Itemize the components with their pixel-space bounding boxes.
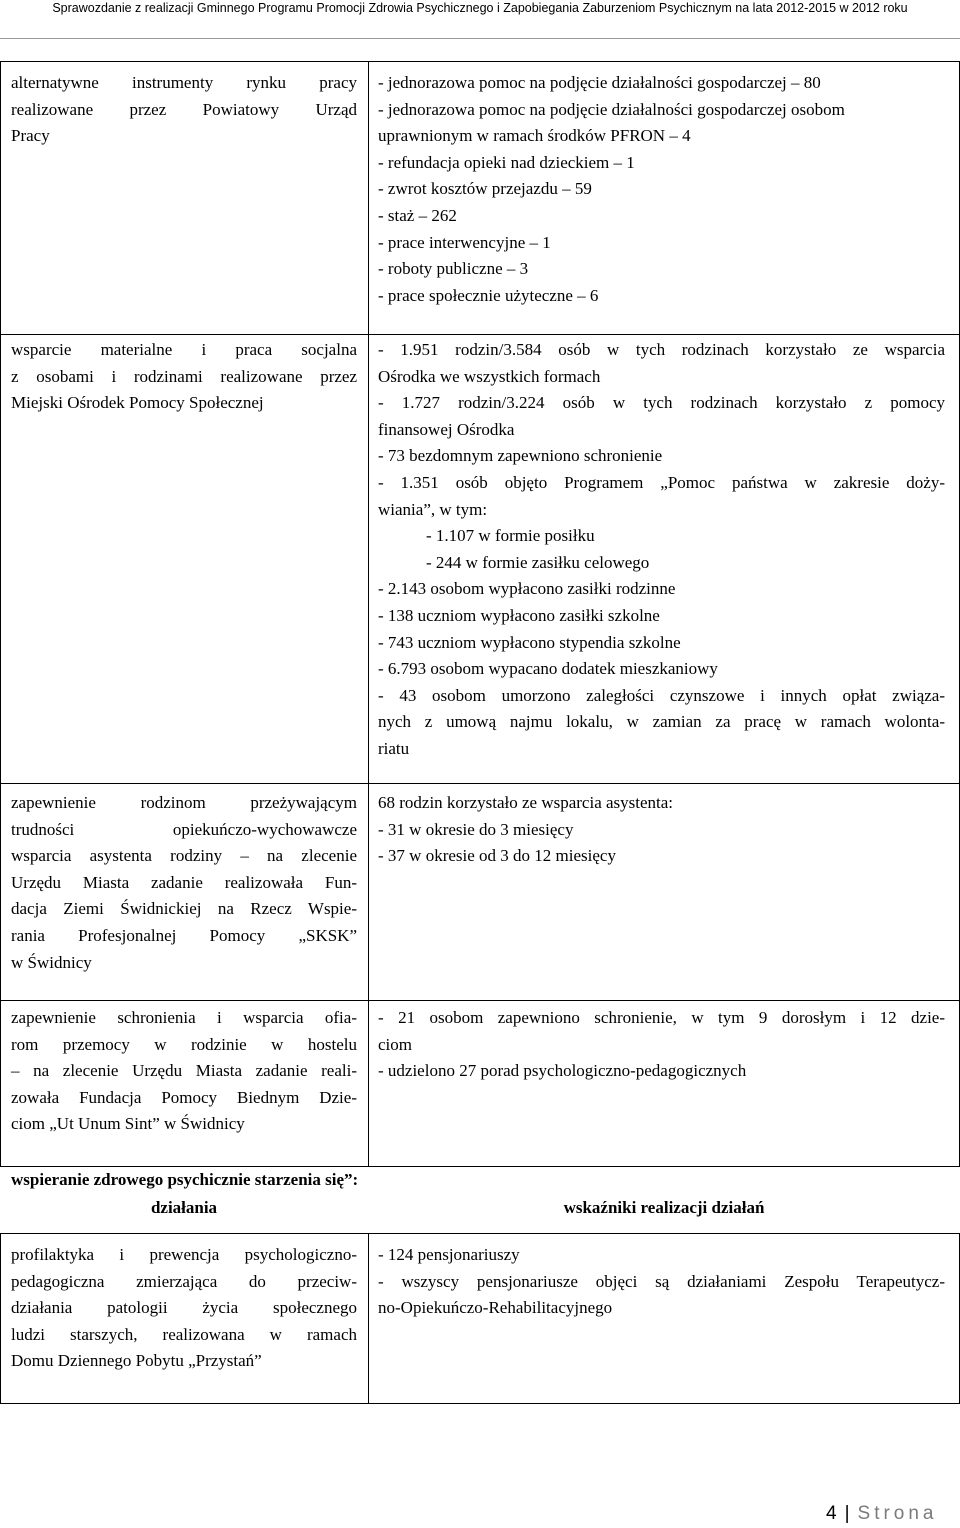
indicator-text: - 21 osobom zapewniono schronienie, w tym 9 dorosłym i 12 dzie- (378, 1008, 945, 1027)
action-text: dacja Ziemi Świdnickiej na Rzecz Wspie- (11, 899, 357, 919)
indicator-text: riatu (378, 738, 410, 758)
indicator-text: - jednorazowa pomoc na podjęcie działalności gospodarczej – 80 (378, 73, 821, 92)
indicator-text: - prace społecznie użyteczne – 6 (378, 285, 599, 305)
indicator-text: - 138 uczniom wypłacono zasiłki szkolne (378, 605, 660, 625)
footer-page-word: Strona (857, 1503, 938, 1524)
action-text: alternatywne instrumenty rynku pracy (11, 73, 357, 92)
action-text: rania Profesjonalnej Pomocy „SKSK” (11, 925, 357, 945)
action-text: trudności opiekuńczo-wychowawcze (11, 819, 357, 839)
indicator-text: - udzielono 27 porad psychologiczno-pedagogicznych (378, 1061, 747, 1081)
indicator-text: - 2.143 osobom wypłacono zasiłki rodzinne (378, 579, 676, 599)
action-text: rom przemocy w rodzinie w hostelu (11, 1034, 357, 1054)
indicator-cell (378, 1005, 945, 1085)
table-2-column-divider (368, 1233, 369, 1404)
action-text: ludzi starszych, realizowana w ramach (11, 1324, 357, 1344)
table-row (11, 337, 357, 417)
indicator-text: - 1.351 osób objęto Programem „Pomoc państwa w zakresie doży- (378, 472, 945, 492)
action-text: Urzędu Miasta zadanie realizowała Fun- (11, 872, 357, 892)
action-text: Miejski Ośrodek Pomocy Społecznej (11, 393, 264, 413)
action-text: w Świdnicy (11, 952, 92, 972)
indicator-text: - 73 bezdomnym zapewniono schronienie (378, 446, 663, 466)
action-text: z osobami i rodzinami realizowane przez (11, 366, 357, 386)
page-footer (826, 1500, 938, 1528)
indicator-text: - 244 w formie zasiłku celowego (426, 552, 650, 572)
indicator-text: - 743 uczniom wypłacono stypendia szkolne (378, 632, 681, 652)
table-row (11, 70, 357, 150)
indicator-text: - 31 w okresie do 3 miesięcy (378, 819, 574, 839)
indicator-text: ciom (378, 1034, 412, 1054)
footer-separator: | (844, 1503, 850, 1524)
indicator-text: - 1.107 w formie posiłku (426, 526, 595, 546)
section-heading: wspieranie zdrowego psychicznie starzenia się”: (11, 1170, 359, 1189)
indicator-cell (378, 337, 945, 763)
action-text: Domu Dziennego Pobytu „Przystań” (11, 1351, 262, 1371)
page-header-title: Sprawozdanie z realizacji Gminnego Programu Promocji Zdrowia Psychicznego i Zapobiegania Zaburzeniom Psychicznym na lata 2012-2015 w 2012 roku (52, 1, 908, 15)
indicator-text: - jednorazowa pomoc na podjęcie działalności gospodarczej osobom (378, 99, 845, 119)
indicator-text: - 1.951 rodzin/3.584 osób w tych rodzinach korzystało ze wsparcia (378, 340, 945, 359)
action-text: zapewnienie schronienia i wsparcia ofia- (11, 1008, 357, 1027)
table-1-row-divider (0, 783, 960, 784)
column-heading-indicators: wskaźniki realizacji działań (563, 1198, 765, 1217)
indicator-text: finansowej Ośrodka (378, 419, 515, 439)
action-text: zapewnienie rodzinom przeżywającym (11, 793, 357, 812)
table-row (11, 1005, 357, 1138)
table-1-row-divider (0, 1000, 960, 1001)
action-text: Pracy (11, 126, 50, 146)
action-text: pedagogiczna zmierzająca do przeciw- (11, 1271, 357, 1291)
indicator-text: - staż – 262 (378, 205, 457, 225)
action-text: ciom „Ut Unum Sint” w Świdnicy (11, 1114, 245, 1134)
indicator-text: - 1.727 rodzin/3.224 osób w tych rodzinach korzystało z pomocy (378, 393, 945, 413)
indicator-text: - prace interwencyjne – 1 (378, 232, 551, 252)
table-1-column-divider (368, 61, 369, 1167)
indicator-text: uprawnionym w ramach środków PFRON – 4 (378, 126, 691, 146)
indicator-text: wiania”, w tym: (378, 499, 488, 519)
indicator-text: nych z umową najmu lokalu, w zamian za pracę w ramach wolonta- (378, 712, 945, 732)
table-row (11, 1242, 357, 1375)
action-text: działania patologii życia społecznego (11, 1298, 357, 1318)
indicator-text: no-Opiekuńczo-Rehabilitacyjnego (378, 1298, 613, 1318)
header-divider (0, 38, 960, 39)
indicator-text: - 37 w okresie od 3 do 12 miesięcy (378, 846, 616, 866)
table-1-row-divider (0, 334, 960, 335)
indicator-text: - 43 osobom umorzono zaległości czynszowe i innych opłat związa- (378, 685, 945, 705)
indicator-text: 68 rodzin korzystało ze wsparcia asystenta: (378, 793, 674, 812)
action-text: zowała Fundacja Pomocy Biednym Dzie- (11, 1087, 357, 1107)
action-text: wsparcie materialne i praca socjalna (11, 340, 357, 359)
action-text: profilaktyka i prewencja psychologiczno- (11, 1245, 357, 1264)
indicator-cell (378, 790, 945, 870)
indicator-cell (378, 1242, 945, 1322)
indicator-cell (378, 70, 945, 309)
indicator-text: - 6.793 osobom wypacano dodatek mieszkaniowy (378, 659, 718, 679)
page-number: 4 (826, 1503, 837, 1524)
action-text: – na zlecenie Urzędu Miasta zadanie reali- (11, 1061, 357, 1081)
column-heading-actions: działania (150, 1198, 218, 1217)
indicator-text: Ośrodka we wszystkich formach (378, 366, 601, 386)
table-row (11, 790, 357, 976)
indicator-text: - refundacja opieki nad dzieckiem – 1 (378, 152, 635, 172)
action-text: wsparcia asystenta rodziny – na zlecenie (11, 846, 357, 866)
indicator-text: - zwrot kosztów przejazdu – 59 (378, 179, 592, 199)
indicator-text: - 124 pensjonariuszy (378, 1245, 520, 1264)
indicator-text: - wszyscy pensjonariusze objęci są działaniami Zespołu Terapeutycz- (378, 1271, 945, 1291)
action-text: realizowane przez Powiatowy Urząd (11, 99, 357, 119)
indicator-text: - roboty publiczne – 3 (378, 259, 529, 279)
